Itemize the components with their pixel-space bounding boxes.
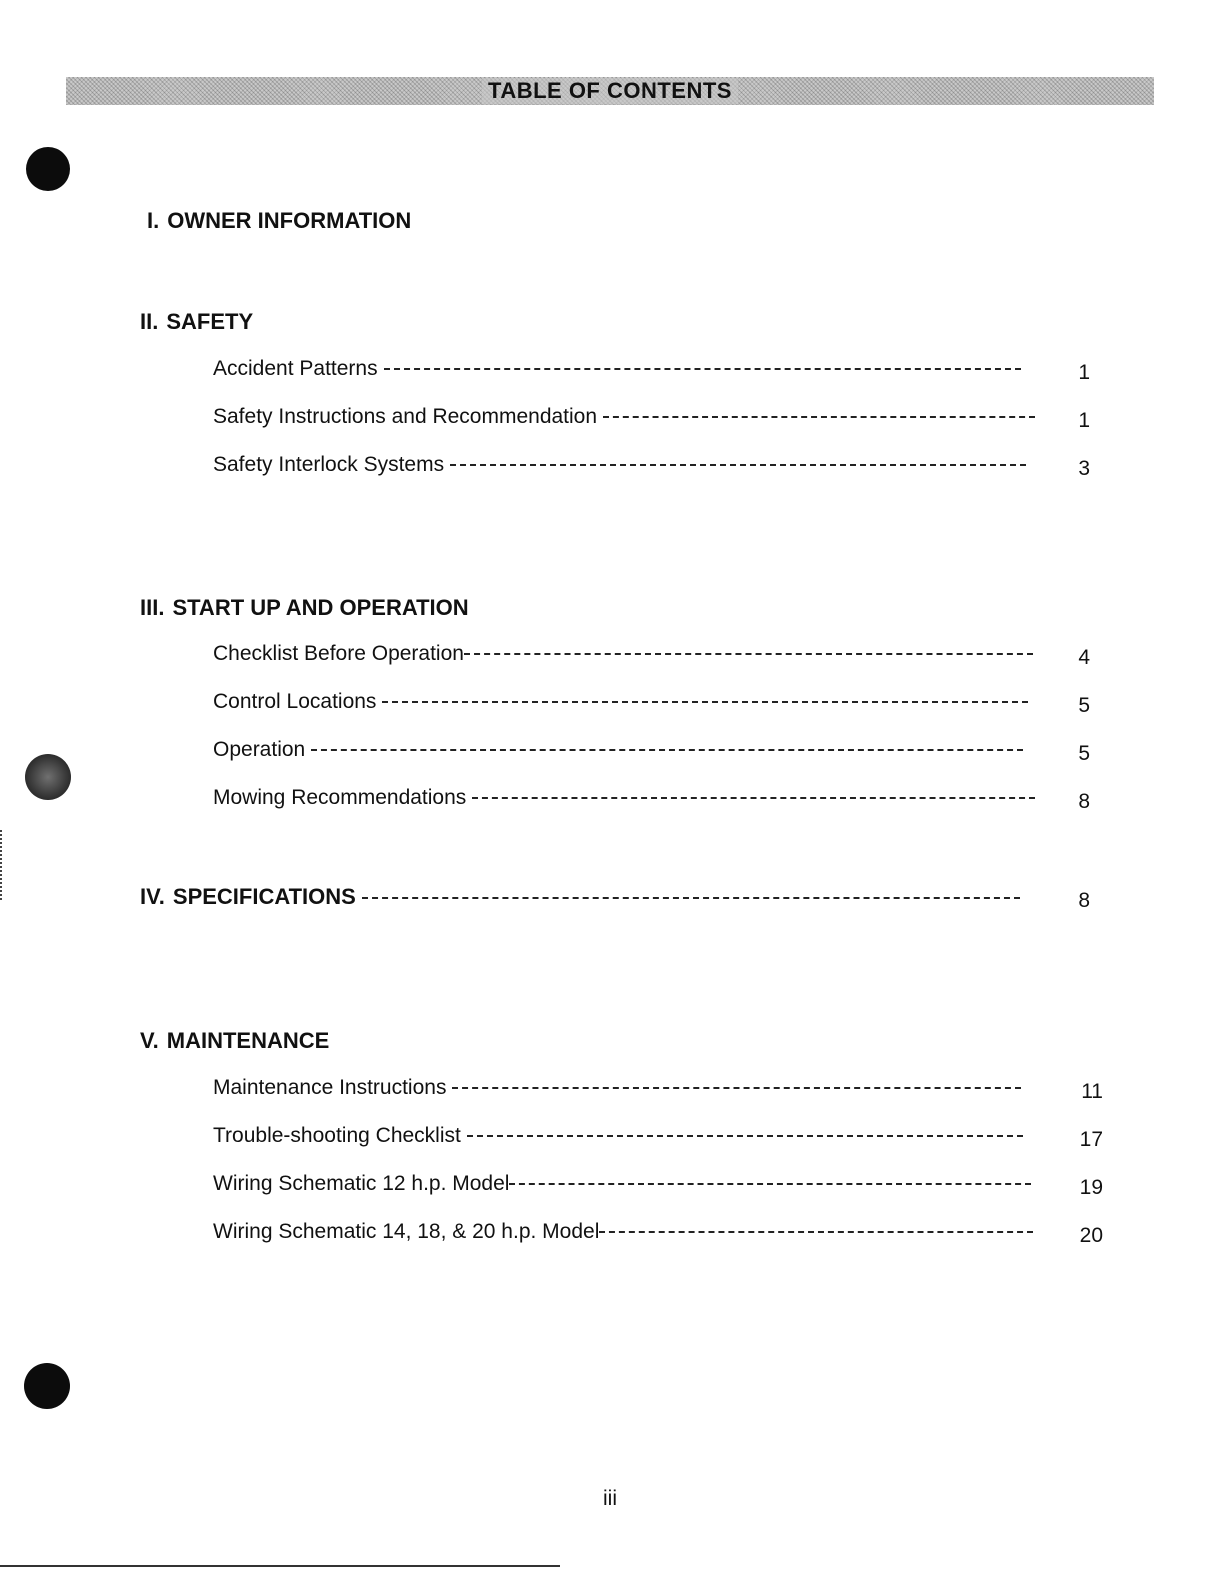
toc-entry-label: Trouble-shooting Checklist (213, 1124, 461, 1147)
dot-leader (509, 1171, 1031, 1185)
toc-entry[interactable] (213, 405, 1035, 435)
section-title: SAFETY (166, 309, 254, 334)
toc-page-number: 1 (1078, 409, 1090, 432)
toc-page-number: 11 (1081, 1080, 1103, 1103)
dot-leader (362, 885, 1020, 899)
binder-hole (24, 1363, 70, 1409)
toc-entry[interactable] (213, 1172, 1031, 1202)
toc-page-number: 5 (1078, 694, 1090, 717)
binder-hole (25, 754, 71, 800)
dot-leader (384, 356, 1021, 370)
dot-leader (464, 641, 1033, 655)
toc-entry-label: Control Locations (213, 690, 377, 713)
dot-leader (603, 404, 1035, 418)
section-numeral: I. (147, 208, 160, 233)
toc-entry[interactable] (213, 738, 1023, 768)
toc-entry[interactable] (213, 642, 1033, 672)
section-heading-specifications[interactable] (140, 884, 1020, 910)
toc-entry-label: Safety Interlock Systems (213, 453, 445, 476)
toc-page-number: 1 (1078, 361, 1090, 384)
toc-entry[interactable] (213, 357, 1021, 387)
section-heading-owner-information (147, 208, 411, 234)
dot-leader (472, 785, 1035, 799)
toc-page-number: 20 (1079, 1224, 1103, 1247)
toc-page-number: 3 (1078, 457, 1090, 480)
toc-page-number: 4 (1078, 646, 1090, 669)
page-title: TABLE OF CONTENTS (482, 78, 738, 104)
toc-entry[interactable] (213, 453, 1026, 483)
section-numeral: IV. (140, 884, 165, 909)
toc-entry-label: Wiring Schematic 14, 18, & 20 h.p. Model (213, 1220, 600, 1243)
footer-page-number: iii (603, 1487, 617, 1510)
section-title: SPECIFICATIONS (172, 884, 356, 909)
toc-entry[interactable] (213, 1076, 1021, 1106)
toc-entry[interactable] (213, 690, 1028, 720)
section-heading-safety (140, 309, 253, 335)
bottom-rule (0, 1565, 560, 1567)
toc-page-number: 17 (1079, 1128, 1103, 1151)
dot-leader (382, 689, 1028, 703)
toc-entry-label: Operation (213, 738, 306, 761)
toc-page-number: 19 (1079, 1176, 1103, 1199)
dot-leader (599, 1219, 1033, 1233)
toc-page-number: 8 (1078, 790, 1090, 813)
section-heading-maintenance (140, 1028, 329, 1054)
dot-leader (467, 1123, 1023, 1137)
toc-entry-label: Mowing Recommendations (213, 786, 467, 809)
section-heading-start-up-and-operation (140, 595, 469, 621)
section-title: START UP AND OPERATION (172, 595, 469, 620)
toc-entry[interactable] (213, 1220, 1033, 1250)
header-bar (66, 77, 1154, 105)
dot-leader (311, 737, 1023, 751)
dot-leader (452, 1075, 1021, 1089)
dot-leader (450, 452, 1026, 466)
toc-entry-label: Wiring Schematic 12 h.p. Model (213, 1172, 510, 1195)
toc-entry-label: Safety Instructions and Recommendation (213, 405, 598, 428)
toc-entry[interactable] (213, 1124, 1023, 1154)
toc-entry-label: Maintenance Instructions (213, 1076, 447, 1099)
section-title: OWNER INFORMATION (167, 208, 412, 233)
section-numeral: II. (140, 309, 159, 334)
toc-entry-label: Accident Patterns (213, 357, 378, 380)
toc-entry[interactable] (213, 786, 1035, 816)
toc-entry-label: Checklist Before Operation (213, 642, 464, 665)
binder-hole (26, 147, 70, 191)
section-numeral: V. (140, 1028, 159, 1053)
toc-page-number: 5 (1078, 742, 1090, 765)
section-title: MAINTENANCE (166, 1028, 330, 1053)
toc-page-number: 8 (1078, 889, 1090, 912)
section-numeral: III. (140, 595, 165, 620)
margin-mark (0, 830, 10, 900)
